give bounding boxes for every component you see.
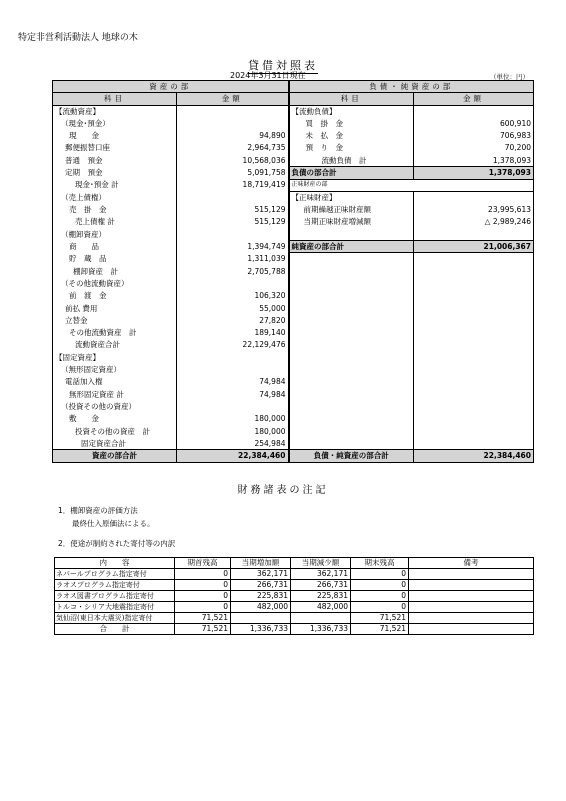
restricted-cell: 0 [175,569,231,580]
balance-row [53,241,534,253]
empty-cell [414,290,534,302]
balance-row [53,228,534,240]
restricted-total-cell: 合 計 [55,624,175,635]
asset-label: 前 渡 金 [69,291,107,301]
liability-label: 【流動負債】 [289,105,414,117]
balance-row [53,179,534,191]
balance-row [53,364,534,376]
restricted-row [55,602,534,613]
column-header-item: 科目 [289,93,414,105]
net-assets-section-header: 正味財産の部 [289,179,534,191]
asset-label: 貯 蔵 品 [69,254,107,264]
balance-row [53,105,534,117]
empty-cell [289,425,414,437]
restricted-cell: 225,831 [291,591,351,602]
asset-amount: 94,890 [177,130,289,142]
restricted-cell: 0 [351,602,409,613]
assets-total-label: 資産の部合計 [53,450,177,463]
asset-amount: 1,311,039 [177,253,289,265]
restricted-cell: 0 [175,580,231,591]
restricted-cell: 気仙沼(東日本大震災)指定寄付 [55,613,175,624]
empty-cell [414,253,534,265]
balance-row [53,401,534,413]
asset-label: 立替金 [65,315,88,325]
restricted-cell [409,569,534,580]
restricted-row [55,580,534,591]
restricted-column-header: 備考 [409,558,534,569]
balance-row [53,154,534,166]
empty-cell [289,339,414,351]
asset-label: （その他流動資産） [61,278,129,288]
note-2-heading: 2．使途が制約された寄付等の内訳 [58,539,176,548]
empty-cell [289,413,414,425]
empty-cell [414,327,534,339]
empty-cell [289,438,414,450]
liability-label: 【正味財産】 [289,191,414,203]
asset-amount [177,105,289,117]
empty-cell [289,364,414,376]
asset-amount: 27,820 [177,314,289,326]
asset-label: 普通 預金 [65,155,103,165]
page-title-text: 貸借対照表 [248,59,318,72]
empty-cell [414,351,534,363]
balance-row [53,351,534,363]
asset-label: 無形固定資産 計 [69,389,124,399]
asset-amount: 106,320 [177,290,289,302]
asset-amount: 55,000 [177,302,289,314]
restricted-total-cell: 71,521 [175,624,231,635]
restricted-cell: 362,171 [231,569,291,580]
note-1-body: 最終仕入原価法による。 [72,519,155,528]
asset-amount: 2,705,788 [177,265,289,277]
restricted-cell: ラオス図書プログラム指定寄付 [55,591,175,602]
balance-row [53,191,534,203]
empty-cell [289,388,414,400]
asset-amount [177,117,289,129]
liability-amount [414,105,534,117]
asset-label: 売上債権 計 [75,217,115,227]
column-header-amount: 金額 [414,93,534,105]
restricted-cell: 0 [175,602,231,613]
restricted-total-row [55,624,534,635]
liability-label: 流動負債 計 [289,154,414,166]
balance-row [53,130,534,142]
empty-cell [289,278,414,290]
asset-amount [177,228,289,240]
empty-cell [414,364,534,376]
balance-row [53,216,534,228]
restricted-cell: 225,831 [231,591,291,602]
report-date: 2024年3月31日現在 [230,71,306,80]
empty-cell [414,302,534,314]
empty-cell [289,228,414,240]
restricted-cell [409,602,534,613]
balance-row [53,339,534,351]
asset-label: 【固定資産】 [55,352,100,362]
notes-title: 財務諸表の注記 [237,485,329,496]
restricted-header-row [55,558,534,569]
note-1-heading: 1．棚卸資産の評価方法 [58,506,138,515]
restricted-column-header: 当期減少額 [291,558,351,569]
restricted-cell: 266,731 [231,580,291,591]
restricted-total-cell: 1,336,733 [291,624,351,635]
restricted-cell [409,591,534,602]
asset-label: （投資その他の資産） [61,402,136,412]
empty-cell [414,228,534,240]
balance-row [53,290,534,302]
asset-label: 郵便振替口座 [65,143,110,153]
empty-cell [289,314,414,326]
asset-amount: 1,394,749 [177,241,289,253]
asset-label: 定期 預金 [65,168,103,178]
asset-amount: 180,000 [177,413,289,425]
restricted-cell: ネパールプログラム指定寄付 [55,569,175,580]
liability-amount: 1,378,093 [414,154,534,166]
liability-total-label: 純資産の部合計 [289,241,414,253]
empty-cell [414,388,534,400]
balance-row [53,142,534,154]
balance-row [53,314,534,326]
asset-amount [177,401,289,413]
asset-amount [177,191,289,203]
balance-row [53,438,534,450]
empty-cell [414,401,534,413]
asset-label: 電話加入権 [65,377,103,387]
balance-row [53,265,534,277]
liability-total-label: 負債の部合計 [289,167,414,179]
balance-row [53,117,534,129]
asset-label: 【流動資産】 [55,106,100,116]
restricted-total-cell [409,624,534,635]
restricted-row [55,569,534,580]
restricted-cell: 362,171 [291,569,351,580]
empty-cell [289,376,414,388]
restricted-column-header: 期末残高 [351,558,409,569]
empty-cell [414,376,534,388]
liabilities-section-header: 負債・純資産の部 [289,81,534,93]
restricted-column-header: 期首残高 [175,558,231,569]
grand-total-row [53,450,534,463]
asset-label: 商 品 [69,241,99,251]
liability-label: 買 掛 金 [289,117,414,129]
balance-row [53,253,534,265]
balance-row [53,388,534,400]
balance-row [53,167,534,179]
asset-label: 流動資産合計 [75,340,120,350]
asset-amount [177,351,289,363]
restricted-cell: 482,000 [291,602,351,613]
column-header-amount: 金額 [177,93,289,105]
asset-amount: 180,000 [177,425,289,437]
column-header-row [53,93,534,105]
asset-label: 前払 費用 [65,303,98,313]
restricted-column-header: 当期増加額 [231,558,291,569]
asset-amount: 2,964,735 [177,142,289,154]
empty-cell [289,265,414,277]
asset-amount: 18,719,419 [177,179,289,191]
balance-row [53,302,534,314]
liability-amount: 70,200 [414,142,534,154]
asset-label: 固定資産合計 [81,438,126,448]
restricted-total-cell: 71,521 [351,624,409,635]
liability-amount: △ 2,989,246 [414,216,534,228]
asset-amount: 254,984 [177,438,289,450]
restricted-cell: 0 [351,580,409,591]
restricted-cell [409,580,534,591]
liability-total-amount: 1,378,093 [414,167,534,179]
restricted-column-header: 内 容 [55,558,175,569]
asset-amount: 189,140 [177,327,289,339]
liability-amount: 23,995,613 [414,204,534,216]
empty-cell [289,401,414,413]
restricted-total-cell: 1,336,733 [231,624,291,635]
liability-label: 当期正味財産増減額 [289,216,414,228]
balance-row [53,413,534,425]
restricted-cell [409,613,534,624]
empty-cell [414,314,534,326]
liabilities-net-total-label: 負債・純資産の部合計 [289,450,414,463]
asset-label: （売上債権） [61,192,106,202]
asset-amount: 515,129 [177,204,289,216]
asset-label: （現金･預金） [61,118,110,128]
asset-amount [177,364,289,376]
asset-label: 現 金 [69,131,99,141]
asset-amount: 74,984 [177,388,289,400]
liability-label: 未 払 金 [289,130,414,142]
assets-section-header: 資産の部 [53,81,289,93]
balance-row [53,327,534,339]
organization-name: 特定非営利活動法人 地球の木 [18,33,138,43]
restricted-cell: 0 [351,591,409,602]
restricted-cell [231,613,291,624]
empty-cell [414,413,534,425]
restricted-cell: ラオスプログラム指定寄付 [55,580,175,591]
restricted-cell: 266,731 [291,580,351,591]
asset-amount: 515,129 [177,216,289,228]
asset-amount: 22,129,476 [177,339,289,351]
asset-label: 棚卸資産 計 [73,266,118,276]
asset-label: その他流動資産 計 [69,328,137,338]
restricted-cell [291,613,351,624]
restricted-cell: 0 [175,591,231,602]
liability-amount: 706,983 [414,130,534,142]
asset-label: 敷 金 [69,414,99,424]
asset-label: 投資その他の資産 計 [75,426,150,436]
asset-amount: 5,091,758 [177,167,289,179]
liabilities-net-total-amount: 22,384,460 [414,450,534,463]
restricted-row [55,591,534,602]
empty-cell [289,327,414,339]
empty-cell [414,339,534,351]
restricted-cell: 482,000 [231,602,291,613]
assets-total-amount: 22,384,460 [177,450,289,463]
asset-label: 現金･預金 計 [75,180,119,190]
restricted-cell: 71,521 [351,613,409,624]
balance-row [53,278,534,290]
empty-cell [289,253,414,265]
asset-amount: 10,568,036 [177,154,289,166]
empty-cell [414,265,534,277]
unit-label: （単位：円） [490,73,529,81]
restricted-cell: 0 [351,569,409,580]
empty-cell [414,278,534,290]
restricted-cell: トルコ・シリア大地震指定寄付 [55,602,175,613]
asset-amount: 74,984 [177,376,289,388]
restricted-cell: 71,521 [175,613,231,624]
restricted-row [55,613,534,624]
empty-cell [414,438,534,450]
asset-label: （棚卸資産） [61,229,106,239]
balance-row [53,425,534,437]
asset-amount [177,278,289,290]
empty-cell [289,302,414,314]
liability-total-amount: 21,006,367 [414,241,534,253]
asset-label: 売 掛 金 [69,205,107,215]
asset-label: （無形固定資産） [61,365,121,375]
empty-cell [414,425,534,437]
liability-amount: 600,910 [414,117,534,129]
section-header-row [53,81,534,93]
column-header-item: 科目 [53,93,177,105]
liability-amount [414,191,534,203]
empty-cell [289,351,414,363]
balance-row [53,376,534,388]
balance-row [53,204,534,216]
balance-sheet-table [52,80,534,463]
liability-label: 前期繰越正味財産額 [289,204,414,216]
empty-cell [289,290,414,302]
liability-label: 預 り 金 [289,142,414,154]
restricted-donations-table [54,557,534,635]
